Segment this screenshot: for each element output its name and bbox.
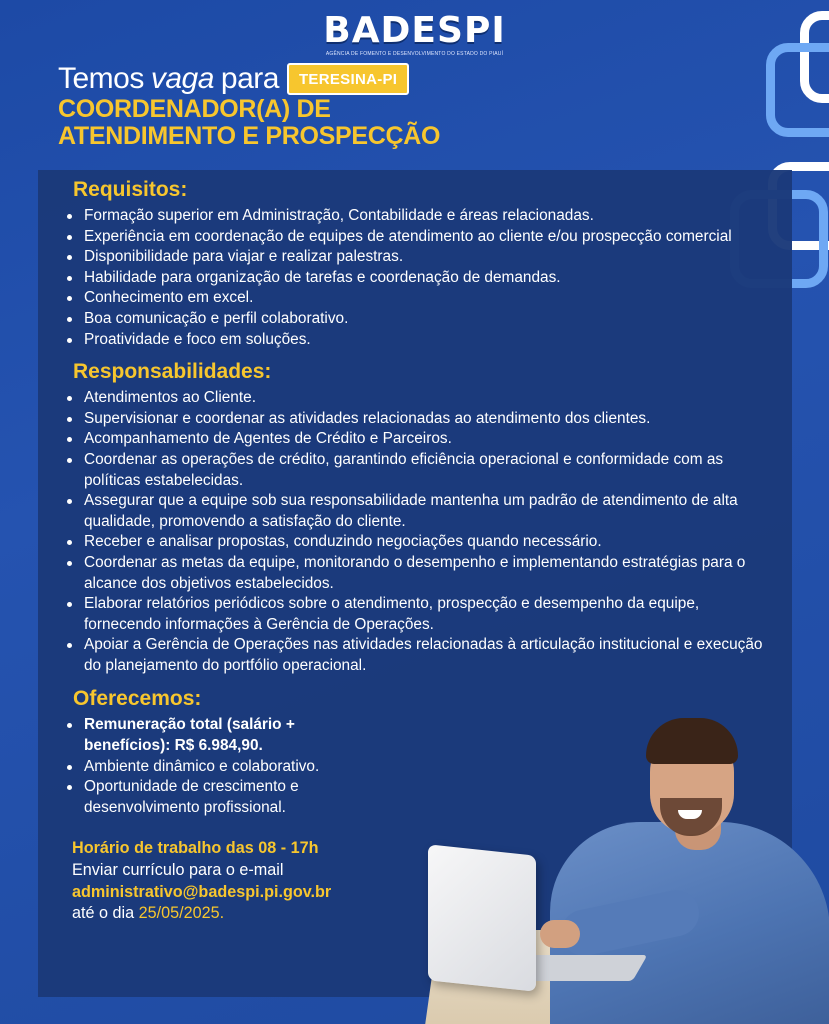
responsabilidades-list <box>64 388 774 676</box>
list-item: Ambiente dinâmico e colaborativo. <box>64 757 364 778</box>
list-item: Oportunidade de crescimento e desenvolvimento profissional. <box>64 777 364 818</box>
send-cv-text: Enviar currículo para o e-mail <box>72 861 284 880</box>
list-item: Apoiar a Gerência de Operações nas atividades relacionadas à articulação institucional e execução do planejamento do portfólio operacional. <box>64 635 774 676</box>
list-item: Proatividade e foco em soluções. <box>64 330 774 351</box>
list-item: Experiência em coordenação de equipes de atendimento ao cliente e/ou prospecção comercial <box>64 227 774 248</box>
city-badge: TERESINA-PI <box>287 63 409 95</box>
list-item: Atendimentos ao Cliente. <box>64 388 774 409</box>
section-title-responsabilidades: Responsabilidades: <box>73 360 272 384</box>
list-item: Elaborar relatórios periódicos sobre o atendimento, prospecção e desempenho da equipe, fornecendo informações à Gerência de Operações. <box>64 594 774 635</box>
list-item: Remuneração total (salário + benefícios): R$ 6.984,90. <box>64 715 364 756</box>
lead-italic: vaga <box>150 62 214 95</box>
badespi-logo <box>0 12 829 57</box>
list-item: Acompanhamento de Agentes de Crédito e Parceiros. <box>64 429 774 450</box>
list-item: Conhecimento em excel. <box>64 288 774 309</box>
lead-suffix: para <box>220 62 279 95</box>
decorative-frame-blue <box>766 43 829 137</box>
logo-tagline: AGÊNCIA DE FOMENTO E DESENVOLVIMENTO DO ESTADO DO PIAUÍ <box>325 51 504 57</box>
section-title-oferecemos: Oferecemos: <box>73 687 202 711</box>
list-item: Boa comunicação e perfil colaborativo. <box>64 309 774 330</box>
list-item: Receber e analisar propostas, conduzindo negociações quando necessário. <box>64 532 774 553</box>
job-details <box>64 178 774 925</box>
list-item: Coordenar as metas da equipe, monitorando o desempenho e implementando estratégias para o alcance dos objetivos estabelecidos. <box>64 553 774 594</box>
list-item: Formação superior em Administração, Contabilidade e áreas relacionadas. <box>64 206 774 227</box>
list-item: Assegurar que a equipe sob sua responsabilidade mantenha um padrão de atendimento de alta qualidade, promovendo a satisfação do cliente. <box>64 491 774 532</box>
lead-prefix: Temos <box>58 62 144 95</box>
deadline-date: 25/05/2025. <box>138 904 225 923</box>
requisitos-list <box>64 206 774 350</box>
list-item: Coordenar as operações de crédito, garantindo eficiência operacional e conformidade com as políticas estabelecidas. <box>64 450 774 491</box>
work-hours: Horário de trabalho das 08 - 17h <box>72 839 319 858</box>
logo-wordmark: BADESPI <box>323 10 506 51</box>
oferecemos-list <box>64 715 364 818</box>
headline-lead <box>58 62 440 96</box>
deadline-prefix: até o dia <box>72 904 135 923</box>
section-title-requisitos: Requisitos: <box>73 178 188 201</box>
list-item: Supervisionar e coordenar as atividades relacionadas ao atendimento dos clientes. <box>64 409 774 430</box>
list-item: Disponibilidade para viajar e realizar palestras. <box>64 247 774 268</box>
deadline <box>72 903 774 925</box>
contact-info <box>72 838 774 924</box>
headline <box>58 62 440 150</box>
job-title-line2: ATENDIMENTO E PROSPECÇÃO <box>58 122 441 150</box>
contact-email-link[interactable]: administrativo@badespi.pi.gov.br <box>72 882 332 901</box>
job-title-line1: COORDENADOR(A) DE <box>58 95 331 123</box>
list-item: Habilidade para organização de tarefas e coordenação de demandas. <box>64 268 774 289</box>
